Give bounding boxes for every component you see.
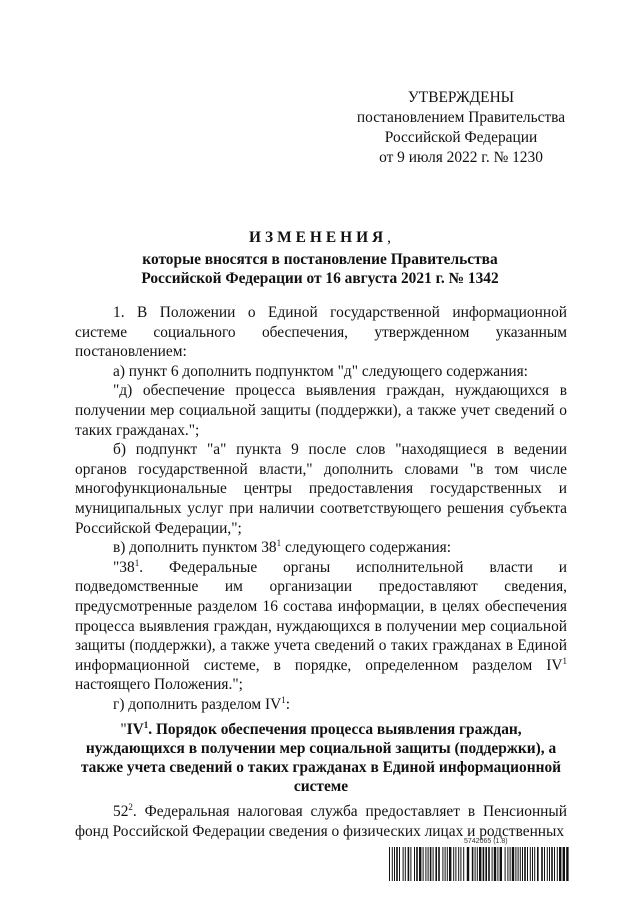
barcode-bar [428, 847, 429, 881]
barcode-bar [399, 847, 400, 881]
barcode-bar [408, 847, 410, 881]
changes-title-comma: , [387, 229, 392, 246]
barcode-bar [414, 847, 415, 881]
barcode-bar [472, 847, 474, 881]
barcode-bar [532, 847, 533, 881]
barcode-bar [394, 847, 395, 881]
barcode-bar [416, 847, 418, 881]
paragraph-7-text-end: : [285, 695, 290, 713]
barcode-bar [396, 847, 398, 881]
barcode-bar [392, 847, 393, 881]
paragraph-5-text: в) дополнить пунктом 38 [113, 539, 277, 557]
barcode-bar [541, 847, 543, 881]
paragraph-52-superscript: 2 [128, 802, 133, 813]
barcode-bar [547, 847, 548, 881]
barcode-bar [433, 847, 434, 881]
section-heading-superscript: 1 [143, 720, 149, 731]
barcode-bar [492, 847, 493, 881]
barcode-bar [497, 847, 498, 881]
paragraph-5-superscript: 1 [276, 538, 282, 548]
paragraph-7-text: г) дополнить разделом IV [113, 695, 282, 713]
barcode-bar [479, 847, 481, 881]
barcode-bar [477, 847, 478, 881]
paragraph-7 [75, 695, 567, 715]
barcode-bar [551, 847, 553, 881]
paragraph-4: б) подпункт "а" пункта 9 после слов "находящиеся в ведении органов государственной власти," дополнить словами "в том числе многофункциональные центры предоставления государственных и муниципальных услуг при наличии соответствующего решения субъекта Российской Федерации,"; [75, 441, 567, 537]
barcode-bar [475, 847, 476, 881]
barcode-bar [500, 847, 502, 881]
paragraph-6-text-middle: . Федеральные органы исполнительной власти и подведомственные им организации предоставляют сведения, предусмотренные разделом 16 состава информации, в целях обеспечения процесса выявления граждан, нуждающихся в получении мер социальной защиты (поддержки), а также учета сведений о таких гражданах в Единой информационной системе, в порядке, определенном разделом IV [75, 558, 567, 674]
barcode-bar [483, 847, 485, 881]
barcode-bar [505, 847, 506, 881]
barcode-bar [557, 847, 558, 881]
section-heading-quote: " [120, 721, 127, 739]
barcode-bar [405, 847, 406, 881]
barcode-bar [425, 847, 426, 881]
barcode-bar [467, 847, 469, 881]
barcode-bar [554, 847, 555, 881]
barcode-bar [403, 847, 404, 881]
barcode-bar [419, 847, 421, 881]
barcode-bar [512, 847, 514, 881]
barcode-bar [435, 847, 437, 881]
barcode-bar [423, 847, 424, 881]
barcode-bar [524, 847, 526, 881]
approval-line-3: Российской Федерации [384, 129, 538, 146]
section-heading-title: . Порядок обеспечения процесса выявления граждан, нуждающихся в получении мер социальной защиты (поддержки), а также учета сведений о таких гражданах в Единой информационной системе [80, 721, 562, 796]
paragraph-52-2 [75, 802, 567, 841]
barcode-bar [534, 847, 535, 881]
barcode-bar [563, 847, 565, 881]
barcode-bar [510, 847, 511, 881]
barcode-bar [453, 847, 454, 881]
paragraph-5 [75, 538, 567, 558]
barcode-bar [442, 847, 443, 881]
paragraph-6-text: "38 [113, 558, 135, 576]
barcode-bar [522, 847, 523, 881]
document-code: 5742065 (1.8) [464, 838, 508, 845]
approval-line-4: от 9 июля 2022 г. № 1230 [379, 149, 543, 166]
barcode-bar [430, 847, 432, 881]
barcode-bar [559, 847, 561, 881]
barcode-bar [515, 847, 516, 881]
barcode-bar [494, 847, 496, 881]
paragraph-6-text-end: настоящего Положения."; [75, 676, 243, 694]
paragraph-6 [75, 558, 567, 695]
barcode-bar [410, 847, 411, 881]
barcode-bar [518, 847, 519, 881]
approval-heading: УТВЕРЖДЕНЫ [407, 89, 515, 106]
paragraph-6-superscript-2: 1 [562, 655, 567, 666]
paragraph-7-superscript: 1 [281, 694, 286, 705]
paragraph-2: а) пункт 6 дополнить подпунктом "д" следующего содержания: [113, 362, 528, 380]
barcode-bar [549, 847, 550, 881]
subtitle-line-2: Российской Федерации от 16 августа 2021 г. № 1342 [141, 270, 499, 287]
paragraph-3: "д) обеспечение процесса выявления граждан, нуждающихся в получении мер социальной защиты (поддержки), а также учет сведений о таких гражданах."; [75, 382, 567, 439]
barcode [389, 847, 569, 881]
barcode-bar [485, 847, 487, 881]
barcode-bar [458, 847, 459, 881]
changes-title [0, 229, 640, 247]
barcode-bar [445, 847, 446, 881]
barcode-bar [438, 847, 440, 881]
barcode-bar [566, 847, 568, 881]
barcode-bar [455, 847, 456, 881]
paragraph-1: 1. В Положении о Единой государственной информационной системе социального обеспечения, утвержденном указанным постановлением: [75, 304, 567, 361]
paragraph-5-text-end: следующего содержания: [281, 539, 451, 557]
paragraph-6-superscript: 1 [134, 557, 140, 568]
barcode-bar [460, 847, 461, 881]
barcode-bar [544, 847, 545, 881]
barcode-bar [463, 847, 464, 881]
barcode-bar [530, 847, 531, 881]
barcode-bar [447, 847, 448, 881]
barcode-bar [527, 847, 528, 881]
barcode-bar [520, 847, 521, 881]
paragraph-52-number: 52 [113, 803, 129, 821]
changes-title-word: ИЗМЕНЕНИЯ [248, 229, 388, 246]
section-heading [75, 720, 567, 796]
paragraph-52-text: . Федеральная налоговая служба предоставляет в Пенсионный фонд Российской Федерации сведения о физических лицах и родственных [75, 803, 567, 841]
subtitle-line-1: которые вносятся в постановление Правительства [142, 251, 498, 268]
barcode-bar [537, 847, 539, 881]
section-heading-number: IV [126, 721, 144, 739]
approval-block [356, 88, 566, 168]
document-body [75, 303, 567, 842]
approval-line-2: постановлением Правительства [356, 109, 566, 126]
barcode-bar [389, 847, 390, 881]
document-subtitle [60, 250, 580, 288]
barcode-bar [449, 847, 451, 881]
barcode-bar [507, 847, 508, 881]
barcode-bar [488, 847, 490, 881]
